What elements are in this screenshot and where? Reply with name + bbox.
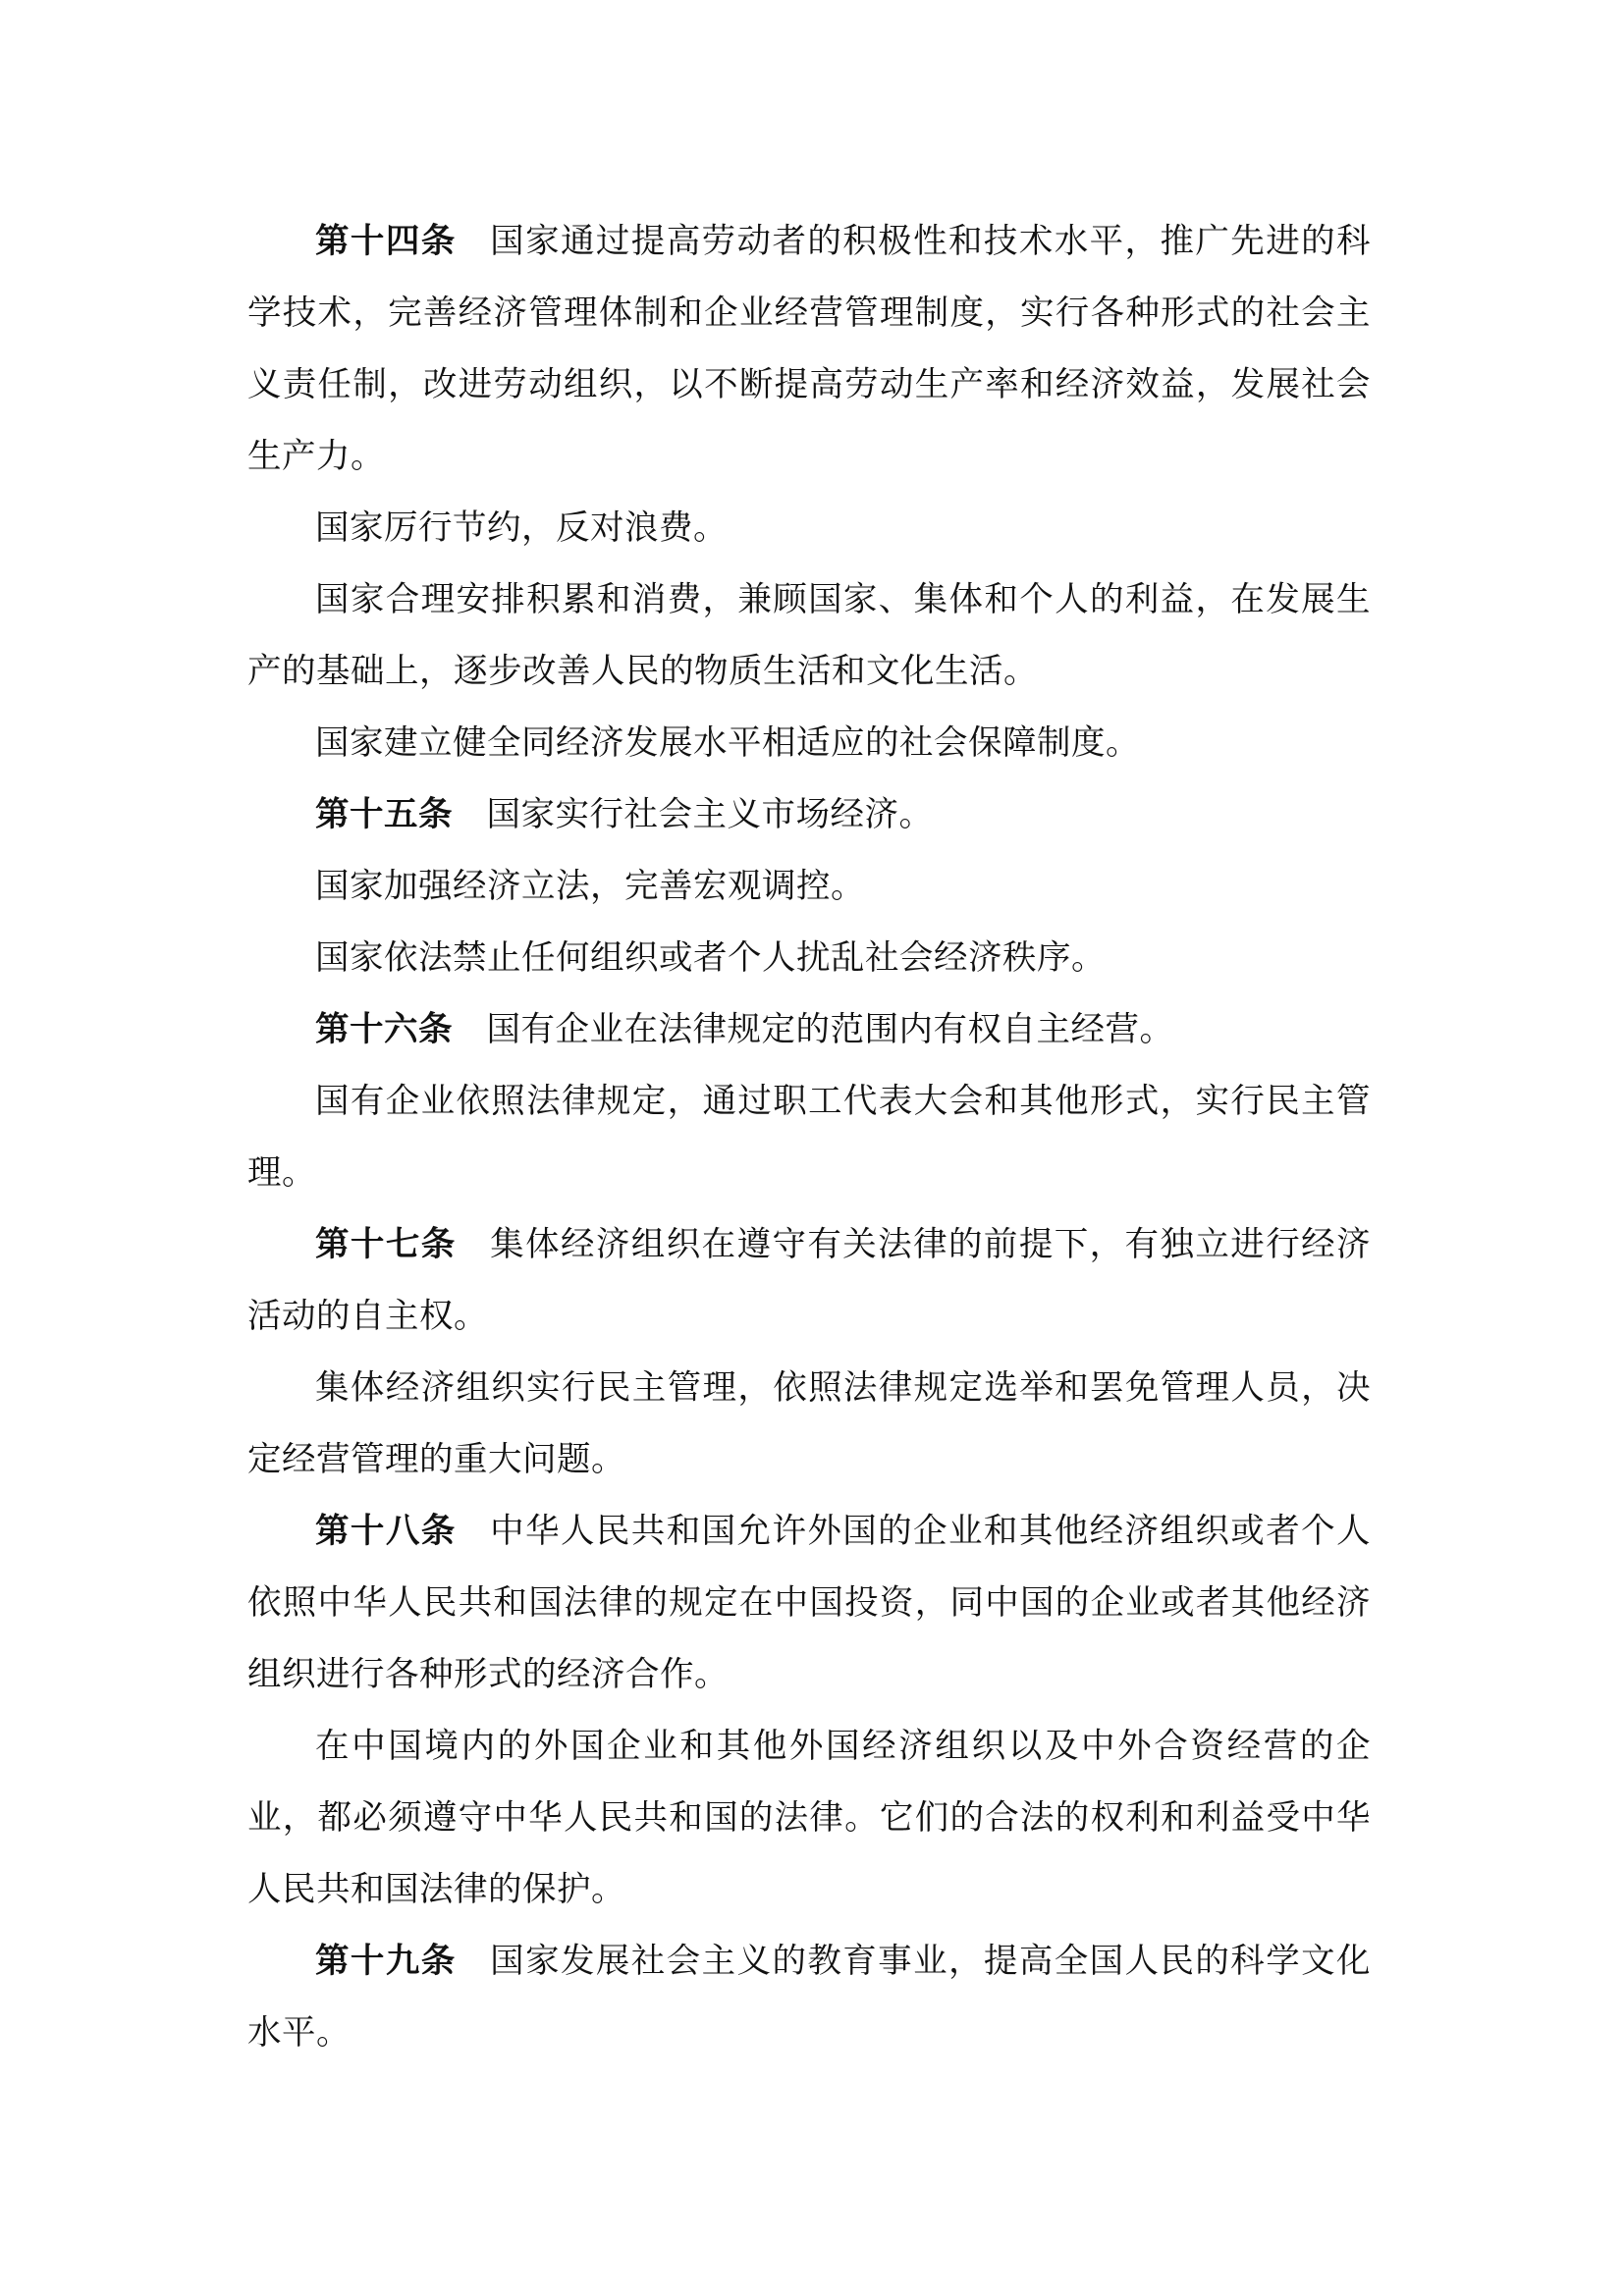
article-17-paragraph xyxy=(247,1209,1371,1353)
article-16-clause-2 xyxy=(247,1066,1371,1209)
article-15-clause-2 xyxy=(247,851,1371,923)
paragraph-text: 集体经济组织实行民主管理，依照法律规定选举和罢免管理人员，决定经营管理的重大问题。 xyxy=(247,1368,1371,1479)
paragraph-text: 国有企业依照法律规定，通过职工代表大会和其他形式，实行民主管理。 xyxy=(247,1082,1371,1193)
article-label: 第十六条 xyxy=(315,1010,453,1049)
article-14-clause-3 xyxy=(247,564,1371,708)
article-label: 第十七条 xyxy=(315,1225,457,1264)
article-16-paragraph xyxy=(247,994,1371,1066)
article-label: 第十八条 xyxy=(315,1512,457,1551)
paragraph-text: 国家厉行节约，反对浪费。 xyxy=(315,508,728,548)
paragraph-text: 国家加强经济立法，完善宏观调控。 xyxy=(315,867,865,906)
paragraph-text: 国家通过提高劳动者的积极性和技术水平，推广先进的科学技术，完善经济管理体制和企业经营管理制度，实行各种形式的社会主义责任制，改进劳动组织，以不断提高劳动生产率和经济效益，发展社会生产力。 xyxy=(247,222,1372,476)
paragraph-text: 国家建立健全同经济发展水平相适应的社会保障制度。 xyxy=(315,723,1140,763)
paragraph-text: 集体经济组织在遵守有关法律的前提下，有独立进行经济活动的自主权。 xyxy=(247,1225,1372,1336)
document-body xyxy=(247,206,1371,2069)
article-17-clause-2 xyxy=(247,1353,1371,1496)
article-14-clause-4 xyxy=(247,708,1371,779)
article-18-clause-2 xyxy=(247,1711,1371,1926)
article-label: 第十五条 xyxy=(315,795,453,834)
paragraph-text: 国家合理安排积累和消费，兼顾国家、集体和个人的利益，在发展生产的基础上，逐步改善人民的物质生活和文化生活。 xyxy=(247,580,1371,691)
article-14-clause-2 xyxy=(247,493,1371,564)
article-19-paragraph xyxy=(247,1926,1371,2069)
article-label: 第十九条 xyxy=(315,1942,457,1981)
article-label: 第十四条 xyxy=(315,222,457,261)
article-15-paragraph xyxy=(247,779,1371,851)
paragraph-text: 国家发展社会主义的教育事业，提高全国人民的科学文化水平。 xyxy=(247,1942,1372,2053)
article-14-paragraph xyxy=(247,206,1371,493)
article-18-paragraph xyxy=(247,1496,1371,1711)
paragraph-text: 中华人民共和国允许外国的企业和其他经济组织或者个人依照中华人民共和国法律的规定在中国投资，同中国的企业或者其他经济组织进行各种形式的经济合作。 xyxy=(247,1512,1372,1694)
paragraph-text: 国家依法禁止任何组织或者个人扰乱社会经济秩序。 xyxy=(315,938,1106,978)
paragraph-text: 国家实行社会主义市场经济。 xyxy=(486,795,934,834)
paragraph-text: 在中国境内的外国企业和其他外国经济组织以及中外合资经营的企业，都必须遵守中华人民共和国的法律。它们的合法的权利和利益受中华人民共和国法律的保护。 xyxy=(247,1727,1371,1909)
paragraph-text: 国有企业在法律规定的范围内有权自主经营。 xyxy=(486,1010,1174,1049)
article-15-clause-3 xyxy=(247,923,1371,994)
